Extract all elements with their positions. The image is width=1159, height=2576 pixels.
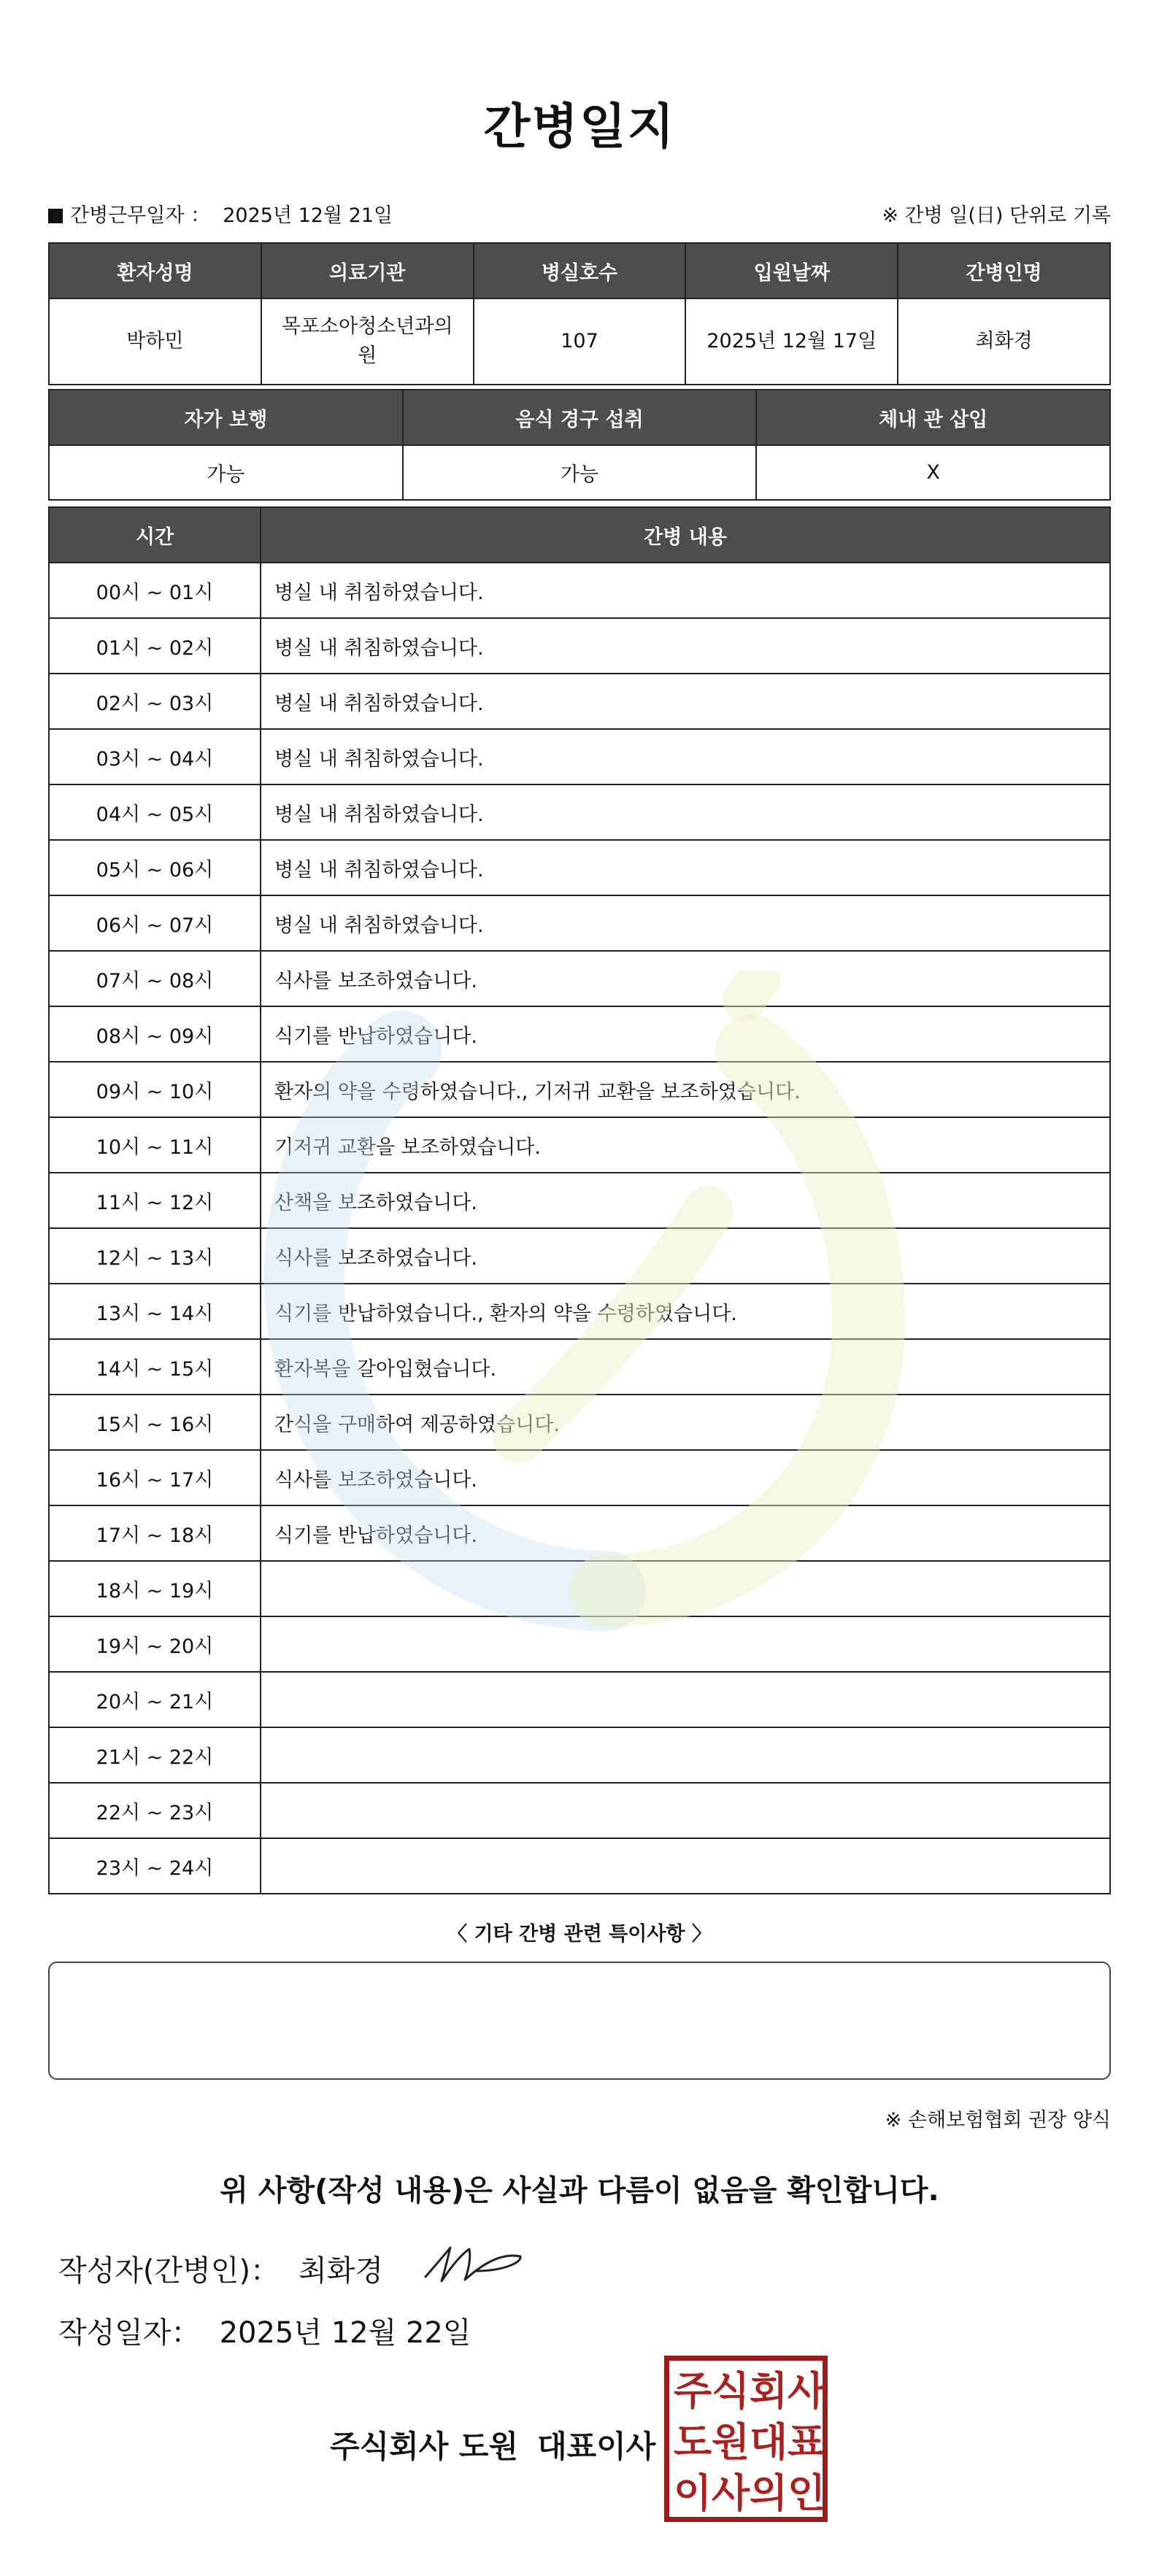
header-caregiver: 간병인명: [898, 243, 1110, 298]
seal-char: 주: [674, 2367, 712, 2414]
table-row: [49, 1450, 1110, 1505]
table-row: [49, 729, 1110, 784]
hospital-name-text: 목포소아청소년과의원: [281, 315, 453, 367]
content-cell: [261, 1838, 1110, 1894]
content-cell: [261, 1727, 1110, 1783]
time-cell: 16시 ~ 17시: [49, 1450, 261, 1505]
header-oral-intake: 음식 경구 섭취: [403, 390, 757, 445]
table-row: [49, 1838, 1110, 1894]
company-rep: 대표이사: [537, 2429, 656, 2464]
company-name: 주식회사 도원: [330, 2429, 519, 2464]
square-bullet-icon: [48, 209, 63, 223]
time-cell: 00시 ~ 01시: [49, 563, 261, 618]
time-cell: 01시 ~ 02시: [49, 618, 261, 674]
seal-row: [674, 2416, 824, 2467]
content-cell: 병실 내 취침하였습니다.: [261, 784, 1110, 840]
status-table: [48, 389, 1111, 501]
time-cell: 23시 ~ 24시: [49, 1838, 261, 1894]
table-row: [49, 1616, 1110, 1672]
table-row: [49, 674, 1110, 729]
daily-note: ※ 간병 일(日) 단위로 기록: [882, 204, 1111, 227]
content-cell: [261, 1561, 1110, 1616]
seal-char: 도: [674, 2418, 712, 2465]
status-value-row: [49, 445, 1110, 500]
patient-header-row: [49, 243, 1110, 298]
work-date-label: 간병근무일자 ：: [70, 204, 211, 227]
header-tube-insertion: 체내 관 삽입: [756, 390, 1110, 445]
work-date-value: 2025년 12월 21일: [223, 204, 393, 227]
content-cell: [261, 1783, 1110, 1838]
care-header-row: [49, 507, 1110, 563]
written-date-label: 작성일자：: [58, 2316, 201, 2350]
admission-date: 2025년 12월 17일: [685, 298, 898, 385]
seal-char: 회: [750, 2367, 788, 2414]
seal-char: 이: [674, 2469, 712, 2516]
writer-label: 작성자(간병인)：: [58, 2254, 280, 2288]
caregiver-name: 최화경: [898, 298, 1110, 385]
content-cell: [261, 1672, 1110, 1727]
content-cell: 식기를 반납하였습니다.: [261, 1006, 1110, 1062]
table-row: [49, 1173, 1110, 1228]
table-row: [49, 1672, 1110, 1727]
table-row: [49, 1006, 1110, 1062]
table-row: [49, 840, 1110, 895]
header-room: 병실호수: [474, 243, 686, 298]
signature-icon: [412, 2239, 529, 2290]
time-cell: 06시 ~ 07시: [49, 895, 261, 951]
time-cell: 15시 ~ 16시: [49, 1395, 261, 1450]
table-row: [49, 1339, 1110, 1395]
content-cell: 식기를 반납하였습니다.: [261, 1505, 1110, 1561]
content-cell: 식사를 보조하였습니다.: [261, 1450, 1110, 1505]
time-cell: 17시 ~ 18시: [49, 1505, 261, 1561]
confirmation-text: 위 사항(작성 내용)은 사실과 다름이 없음을 확인합니다.: [220, 2174, 939, 2207]
header-admission-date: 입원날짜: [685, 243, 898, 298]
status-header-row: [49, 390, 1110, 445]
seal-char: 대: [750, 2418, 788, 2465]
self-walking-value: 가능: [49, 445, 403, 500]
header-patient-name: 환자성명: [49, 243, 261, 298]
time-cell: 09시 ~ 10시: [49, 1062, 261, 1117]
hospital-name: [261, 298, 474, 385]
time-cell: 02시 ~ 03시: [49, 674, 261, 729]
patient-value-row: [49, 298, 1110, 385]
tube-insertion-value: X: [756, 445, 1110, 500]
content-cell: 간식을 구매하여 제공하였습니다.: [261, 1395, 1110, 1450]
other-notes-title: 〈 기타 간병 관련 특이사항 〉: [447, 1923, 712, 1946]
seal-char: 사: [788, 2367, 826, 2414]
table-row: [49, 1284, 1110, 1339]
table-row: [49, 563, 1110, 618]
company-seal-stamp: [664, 2356, 828, 2522]
seal-char: 원: [712, 2418, 750, 2465]
other-notes-box: [48, 1962, 1111, 2080]
header-care-content: 간병 내용: [261, 507, 1110, 563]
table-row: [49, 1783, 1110, 1838]
table-row: [49, 1228, 1110, 1284]
seal-char: 인: [788, 2469, 826, 2516]
time-cell: 12시 ~ 13시: [49, 1228, 261, 1284]
time-cell: 11시 ~ 12시: [49, 1173, 261, 1228]
patient-info-table: [48, 242, 1111, 385]
table-row: [49, 1395, 1110, 1450]
time-cell: 22시 ~ 23시: [49, 1783, 261, 1838]
time-cell: 19시 ~ 20시: [49, 1616, 261, 1672]
time-cell: 04시 ~ 05시: [49, 784, 261, 840]
content-cell: 병실 내 취침하였습니다.: [261, 895, 1110, 951]
content-cell: 식기를 반납하였습니다., 환자의 약을 수령하였습니다.: [261, 1284, 1110, 1339]
table-row: [49, 784, 1110, 840]
time-cell: 21시 ~ 22시: [49, 1727, 261, 1783]
table-row: [49, 1561, 1110, 1616]
content-cell: [261, 1616, 1110, 1672]
table-row: [49, 1505, 1110, 1561]
written-date-value: 2025년 12월 22일: [219, 2316, 471, 2350]
content-cell: 산책을 보조하였습니다.: [261, 1173, 1110, 1228]
care-log-table: [48, 506, 1111, 1894]
content-cell: 환자복을 갈아입혔습니다.: [261, 1339, 1110, 1395]
seal-row: [674, 2467, 824, 2518]
content-cell: 식사를 보조하였습니다.: [261, 1228, 1110, 1284]
company-line: [330, 2423, 655, 2467]
time-cell: 20시 ~ 21시: [49, 1672, 261, 1727]
time-cell: 08시 ~ 09시: [49, 1006, 261, 1062]
time-cell: 13시 ~ 14시: [49, 1284, 261, 1339]
content-cell: 병실 내 취침하였습니다.: [261, 618, 1110, 674]
time-cell: 03시 ~ 04시: [49, 729, 261, 784]
time-cell: 05시 ~ 06시: [49, 840, 261, 895]
content-cell: 병실 내 취침하였습니다.: [261, 729, 1110, 784]
meta-row: [48, 199, 1111, 228]
writer-line: [58, 2248, 383, 2289]
content-cell: 환자의 약을 수령하였습니다., 기저귀 교환을 보조하였습니다.: [261, 1062, 1110, 1117]
seal-char: 표: [788, 2418, 826, 2465]
document-title: 간병일지: [483, 99, 676, 155]
oral-intake-value: 가능: [403, 445, 757, 500]
time-cell: 10시 ~ 11시: [49, 1117, 261, 1173]
content-cell: 기저귀 교환을 보조하였습니다.: [261, 1117, 1110, 1173]
patient-name: 박하민: [49, 298, 261, 385]
table-row: [49, 895, 1110, 951]
seal-char: 의: [750, 2469, 788, 2516]
header-self-walking: 자가 보행: [49, 390, 403, 445]
writer-name: 최화경: [299, 2254, 383, 2288]
content-cell: 병실 내 취침하였습니다.: [261, 563, 1110, 618]
header-hospital: 의료기관: [261, 243, 474, 298]
recommend-note: ※ 손해보험협회 권장 양식: [885, 2109, 1111, 2132]
table-row: [49, 951, 1110, 1006]
table-row: [49, 1117, 1110, 1173]
content-cell: 병실 내 취침하였습니다.: [261, 674, 1110, 729]
seal-row: [674, 2365, 824, 2416]
header-time: 시간: [49, 507, 261, 563]
work-date: [48, 199, 393, 228]
time-cell: 18시 ~ 19시: [49, 1561, 261, 1616]
seal-char: 식: [712, 2367, 750, 2414]
table-row: [49, 1727, 1110, 1783]
table-row: [49, 1062, 1110, 1117]
table-row: [49, 618, 1110, 674]
time-cell: 07시 ~ 08시: [49, 951, 261, 1006]
room-number: 107: [474, 298, 686, 385]
time-cell: 14시 ~ 15시: [49, 1339, 261, 1395]
content-cell: 식사를 보조하였습니다.: [261, 951, 1110, 1006]
seal-char: 사: [712, 2469, 750, 2516]
written-date-line: [58, 2310, 471, 2351]
content-cell: 병실 내 취침하였습니다.: [261, 840, 1110, 895]
